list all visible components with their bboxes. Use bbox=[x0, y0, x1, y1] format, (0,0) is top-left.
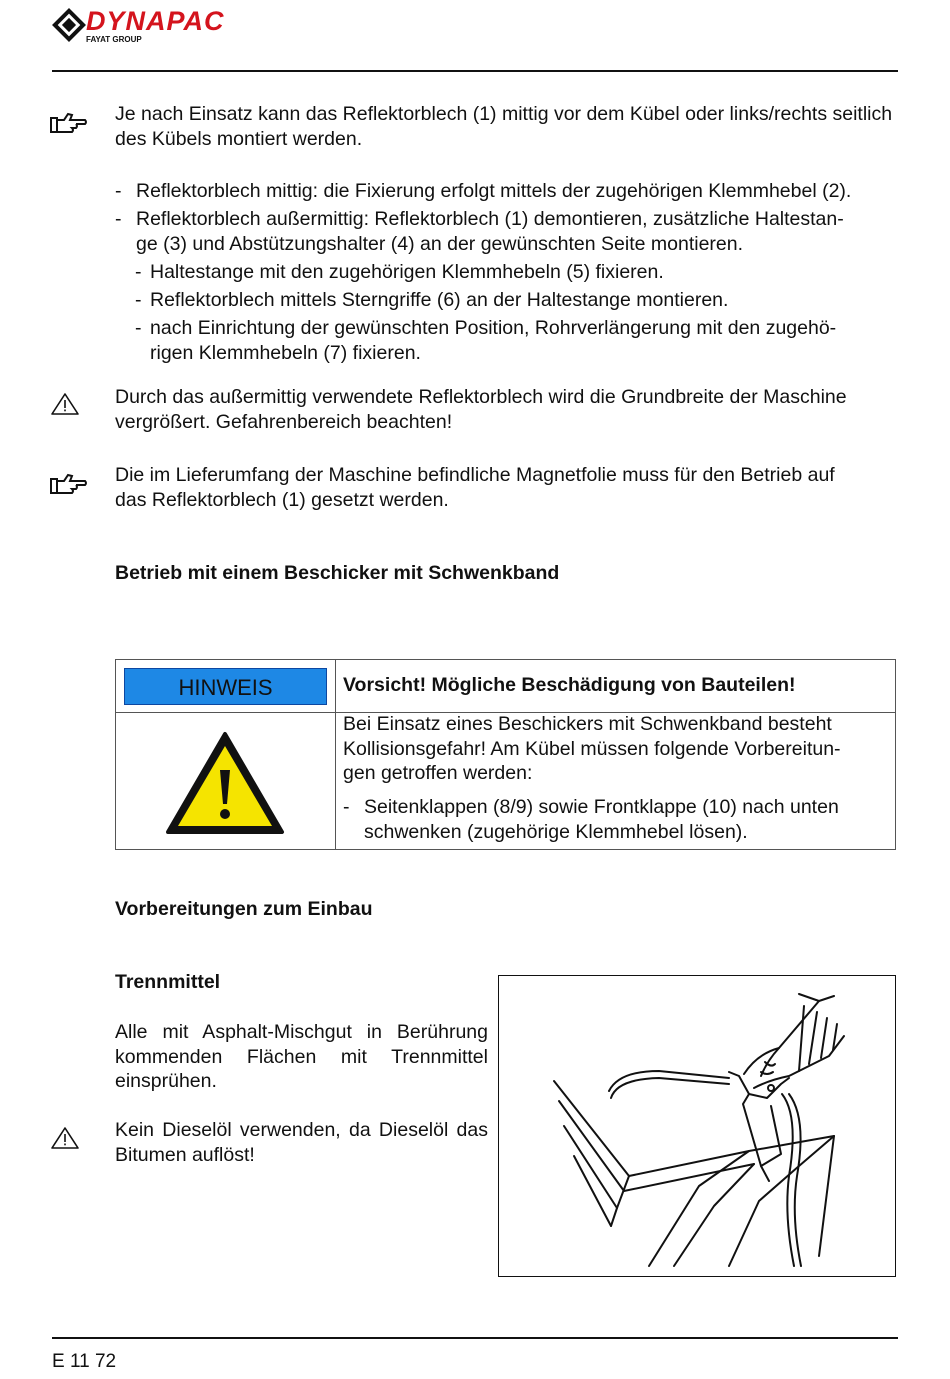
notice-item-text: Seitenklappen (8/9) sowie Frontklappe (10) nach unten bbox=[364, 796, 839, 818]
section-heading-beschicker: Betrieb mit einem Beschicker mit Schwenkband bbox=[115, 562, 560, 584]
brand-group: FAYAT GROUP bbox=[86, 35, 142, 44]
trennmittel-warning: Kein Dieselöl verwenden, da Dieselöl das Bitumen auflöst! bbox=[115, 1119, 488, 1166]
notice-item-text-cont: schwenken (zugehörige Klemmhebel lösen). bbox=[364, 820, 748, 843]
footer-rule bbox=[52, 1337, 898, 1339]
warning1-line1: Durch das außermittig verwendete Reflektorblech wird die Grundbreite der Maschine bbox=[115, 386, 847, 408]
spraying-illustration bbox=[498, 975, 896, 1277]
intro-item-2-text: Reflektorblech außermittig: Reflektorblech (1) demontieren, zusätzliche Haltestan- bbox=[136, 208, 844, 230]
dash-marker: - bbox=[115, 208, 122, 230]
page-code: E 11 72 bbox=[52, 1351, 117, 1372]
brand-logo bbox=[52, 6, 312, 44]
dash-marker: - bbox=[115, 180, 122, 202]
header-rule bbox=[52, 70, 898, 72]
pointing-hand-icon bbox=[50, 110, 88, 134]
intro-subitem-1-text: Haltestange mit den zugehörigen Klemmhebeln (5) fixieren. bbox=[150, 261, 664, 283]
section-heading-trennmittel: Trennmittel bbox=[115, 971, 221, 993]
pointing-hand-icon bbox=[50, 471, 88, 495]
notice-body-line: Kollisionsgefahr! Am Kübel müssen folgende Vorbereitun- bbox=[343, 737, 841, 760]
dash-marker: - bbox=[135, 289, 142, 311]
dynapac-logo-icon bbox=[52, 8, 86, 42]
trennmittel-text: Alle mit Asphalt-Mischgut in Berührung kommenden Flächen mit Trennmittel einsprühen. bbox=[115, 1021, 488, 1092]
intro-subitem-3-text-cont: rigen Klemmhebeln (7) fixieren. bbox=[150, 341, 421, 364]
intro-item-1-text: Reflektorblech mittig: die Fixierung erfolgt mittels der zugehörigen Klemmhebel (2). bbox=[136, 180, 852, 202]
intro-note-text: Je nach Einsatz kann das Reflektorblech (1) mittig vor dem Kübel oder links/rechts seitlich des Kübels montiert werden. bbox=[115, 103, 893, 150]
notice-box bbox=[115, 659, 896, 850]
spray-gun-illustration-icon bbox=[499, 976, 894, 1275]
intro-subitem-3-text: nach Einrichtung der gewünschten Position, Rohrverlängerung mit den zugehö- bbox=[150, 317, 837, 339]
notice-body bbox=[343, 712, 841, 786]
dash-marker: - bbox=[343, 796, 350, 818]
notice-divider-vertical bbox=[335, 660, 336, 849]
note2-line2: das Reflektorblech (1) gesetzt werden. bbox=[115, 489, 449, 511]
dash-marker: - bbox=[135, 261, 142, 283]
intro-subitem-2-text: Reflektorblech mittels Sterngriffe (6) an der Haltestange montieren. bbox=[150, 289, 729, 311]
intro-item-2-text-cont: ge (3) und Abstützungshalter (4) an der gewünschten Seite montieren. bbox=[136, 232, 744, 255]
warning-triangle-icon bbox=[164, 730, 286, 836]
warning-icon bbox=[50, 1126, 80, 1150]
dash-marker: - bbox=[135, 317, 142, 339]
note2-line1: Die im Lieferumfang der Maschine befindliche Magnetfolie muss für den Betrieb auf bbox=[115, 464, 835, 486]
brand-name: DYNAPAC bbox=[86, 6, 225, 36]
warning-icon bbox=[50, 392, 80, 416]
notice-body-line: Bei Einsatz eines Beschickers mit Schwenkband besteht bbox=[343, 713, 832, 735]
section-heading-vorbereitungen: Vorbereitungen zum Einbau bbox=[115, 898, 373, 920]
notice-label: HINWEIS bbox=[124, 668, 327, 705]
warning1-line2: vergrößert. Gefahrenbereich beachten! bbox=[115, 411, 453, 433]
notice-title: Vorsicht! Mögliche Beschädigung von Bauteilen! bbox=[343, 674, 796, 696]
notice-body-line: gen getroffen werden: bbox=[343, 762, 533, 784]
